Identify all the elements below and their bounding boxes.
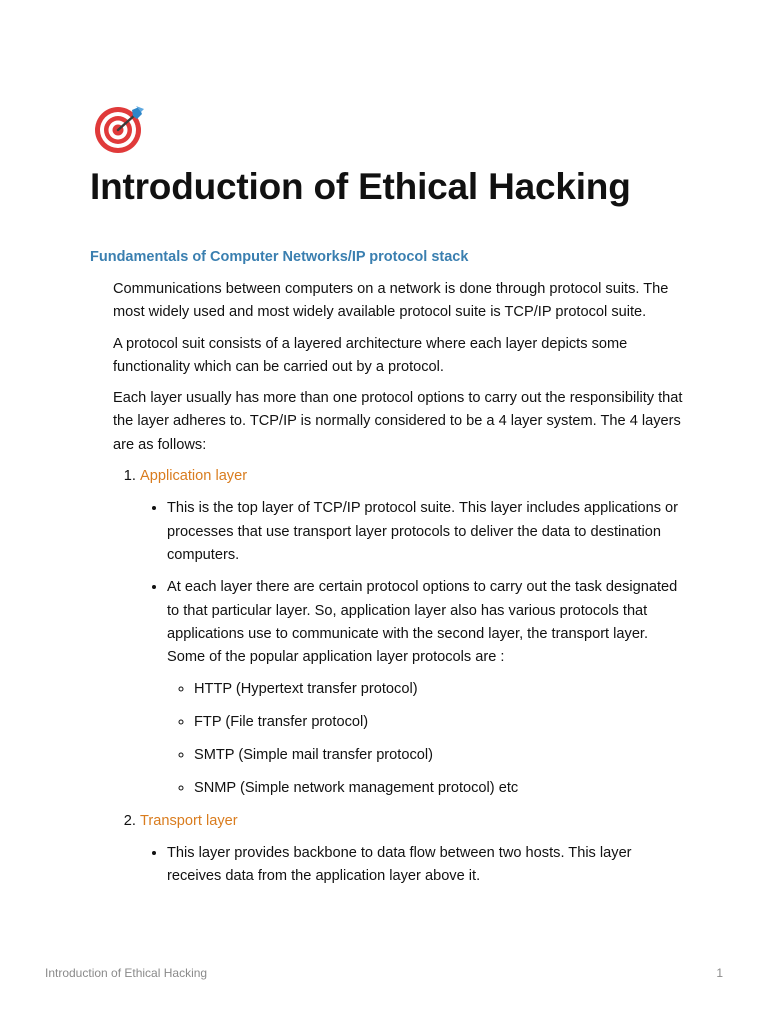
paragraph: A protocol suit consists of a layered architecture where each layer depicts some functionality which can be carried out by a protocol. [113, 335, 628, 375]
page-number: 1 [716, 966, 723, 980]
section-heading: Fundamentals of Computer Networks/IP protocol stack [90, 249, 469, 265]
protocol-item: ◦ SMTP (Simple mail transfer protocol) [194, 744, 683, 767]
bullet-list [140, 842, 683, 889]
bullet-item: • This is the top layer of TCP/IP protocol suite. This layer includes applications or processes that use transport layer protocols to deliver the data to destination computers. [167, 497, 683, 567]
section-body [113, 278, 683, 898]
layer-item [140, 465, 683, 800]
protocol-list [167, 678, 683, 800]
page-title: Introduction of Ethical Hacking [90, 166, 631, 207]
paragraph: Each layer usually has more than one protocol options to carry out the responsibility that the layer adheres to. TCP/IP is normally considered to be a 4 layer system. The 4 layers are as follows: [113, 390, 683, 453]
protocol-item: ◦ FTP (File transfer protocol) [194, 711, 683, 734]
layers-list [113, 465, 683, 888]
bullet-item: • This layer provides backbone to data flow between two hosts. This layer receives data from the application layer above it. [167, 842, 683, 889]
paragraph: Communications between computers on a network is done through protocol suits. The most widely used and most widely available protocol suite is TCP/IP protocol suite. [113, 281, 669, 321]
protocol-item: ◦ SNMP (Simple network management protocol) etc [194, 777, 683, 800]
layer-name: Application layer [140, 468, 248, 485]
bullet-list [140, 497, 683, 800]
bullet-text: At each layer there are certain protocol options to carry out the task designated to that particular layer. So, application layer also has various protocols that applications use to communicate with the second layer, the transport layer. Some of the popular application layer protocols are : [167, 579, 678, 666]
layer-name: Transport layer [140, 812, 238, 829]
protocol-item: ◦ HTTP (Hypertext transfer protocol) [194, 678, 683, 701]
bullet-item [167, 576, 683, 800]
footer-title: Introduction of Ethical Hacking [45, 966, 208, 980]
target-dart-icon [92, 100, 148, 156]
layer-item [140, 810, 683, 889]
